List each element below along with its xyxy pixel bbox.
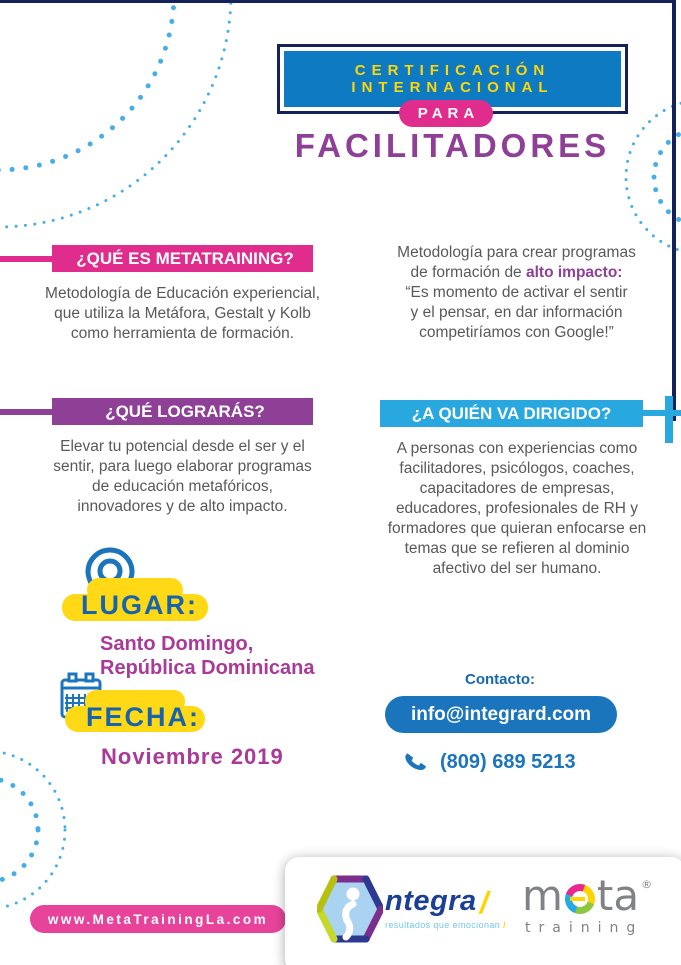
body-line: formadores que quieran enfocarse en	[387, 520, 647, 537]
certification-title	[284, 51, 621, 107]
fecha-value: Noviembre 2019	[101, 744, 284, 769]
body-line: innovadores y de alto impacto.	[77, 498, 288, 515]
meta-letters-ta: ta	[596, 871, 640, 920]
heading-que-lograras: ¿QUÉ LOGRARÁS?	[57, 398, 313, 425]
lugar-country: República Dominicana	[100, 657, 315, 679]
blue-rule-cap	[665, 396, 673, 443]
body-line: A personas con experiencias como	[396, 440, 638, 457]
integra-tagline	[385, 920, 506, 930]
top-border-line	[0, 0, 676, 3]
page-title: FACILITADORES	[294, 127, 611, 164]
body-line: Metodología para crear programas	[397, 244, 636, 261]
integra-hexagon-icon	[317, 871, 383, 947]
meta-training-text: training	[525, 920, 644, 936]
registered-mark: ®	[641, 877, 653, 891]
integra-logo	[317, 871, 506, 947]
blue-rule-line	[643, 410, 681, 416]
body-line: y el pensar, en dar información	[410, 304, 623, 321]
purple-rule-line	[0, 409, 52, 415]
body-line: Metodología de Educación experiencial,	[45, 285, 320, 302]
lugar-label: LUGAR:	[81, 590, 198, 620]
logo-card	[285, 857, 681, 965]
heading-a-quien: ¿A QUIÉN VA DIRIGIDO?	[380, 400, 643, 427]
pink-rule-line	[0, 256, 52, 262]
website-pill[interactable]: www.MetaTrainingLa.com	[30, 905, 286, 933]
body-line: como herramienta de formación.	[70, 325, 295, 342]
lugar-value	[100, 632, 315, 680]
body-line: de educación metafóricos,	[92, 478, 273, 495]
phone-number[interactable]	[403, 749, 576, 775]
body-line: Elevar tu potencial desde el ser y el	[60, 438, 305, 455]
body-line: temas que se refieren al dominio	[404, 540, 630, 557]
title-line-2: INTERNACIONAL	[351, 79, 554, 96]
integra-tagline-text: resultados que emocionan	[385, 920, 501, 930]
contact-label: Contacto:	[465, 671, 535, 688]
body-line-prefix: de formación de	[410, 264, 526, 281]
metodologia-body	[363, 243, 670, 343]
que-lograras-body	[15, 437, 350, 517]
integra-wordmark: ntegra	[385, 885, 477, 917]
body-line: afectivo del ser humano.	[432, 560, 602, 577]
para-badge: PARA	[399, 100, 493, 127]
title-line-1: CERTIFICACIÓN	[354, 61, 551, 79]
integra-text-block	[385, 887, 506, 930]
body-line: educadores, profesionales de RH y	[395, 500, 639, 517]
meta-e-rings-icon	[565, 884, 595, 914]
body-line	[363, 263, 670, 283]
que-es-body	[20, 284, 345, 344]
body-line: sentir, para luego elaborar programas	[53, 458, 312, 475]
meta-wordmark	[522, 871, 672, 920]
body-line: capacitadores de empresas,	[419, 480, 615, 497]
fecha-label: FECHA:	[86, 702, 200, 732]
email-button[interactable]: info@integrard.com	[385, 696, 617, 733]
heading-que-es: ¿QUÉ ES METATRAINING?	[57, 245, 313, 272]
body-line: que utiliza la Metáfora, Gestalt y Kolb	[54, 305, 311, 322]
meta-letter-m: m	[522, 871, 563, 920]
phone-text: (809) 689 5213	[440, 750, 576, 773]
body-line: facilitadores, psicólogos, coaches,	[399, 460, 635, 477]
meta-training-logo	[522, 871, 672, 936]
phone-icon	[403, 749, 429, 775]
integra-slash: /	[479, 885, 489, 920]
integra-tagline-slash: /	[503, 920, 506, 930]
highlight-alto-impacto: alto impacto:	[526, 264, 623, 281]
body-line: “Es momento de activar el sentir	[405, 284, 628, 301]
lugar-city: Santo Domingo,	[100, 633, 254, 655]
a-quien-body	[366, 439, 668, 579]
body-line: competiríamos con Google!”	[419, 324, 614, 341]
right-border-line	[672, 0, 676, 421]
